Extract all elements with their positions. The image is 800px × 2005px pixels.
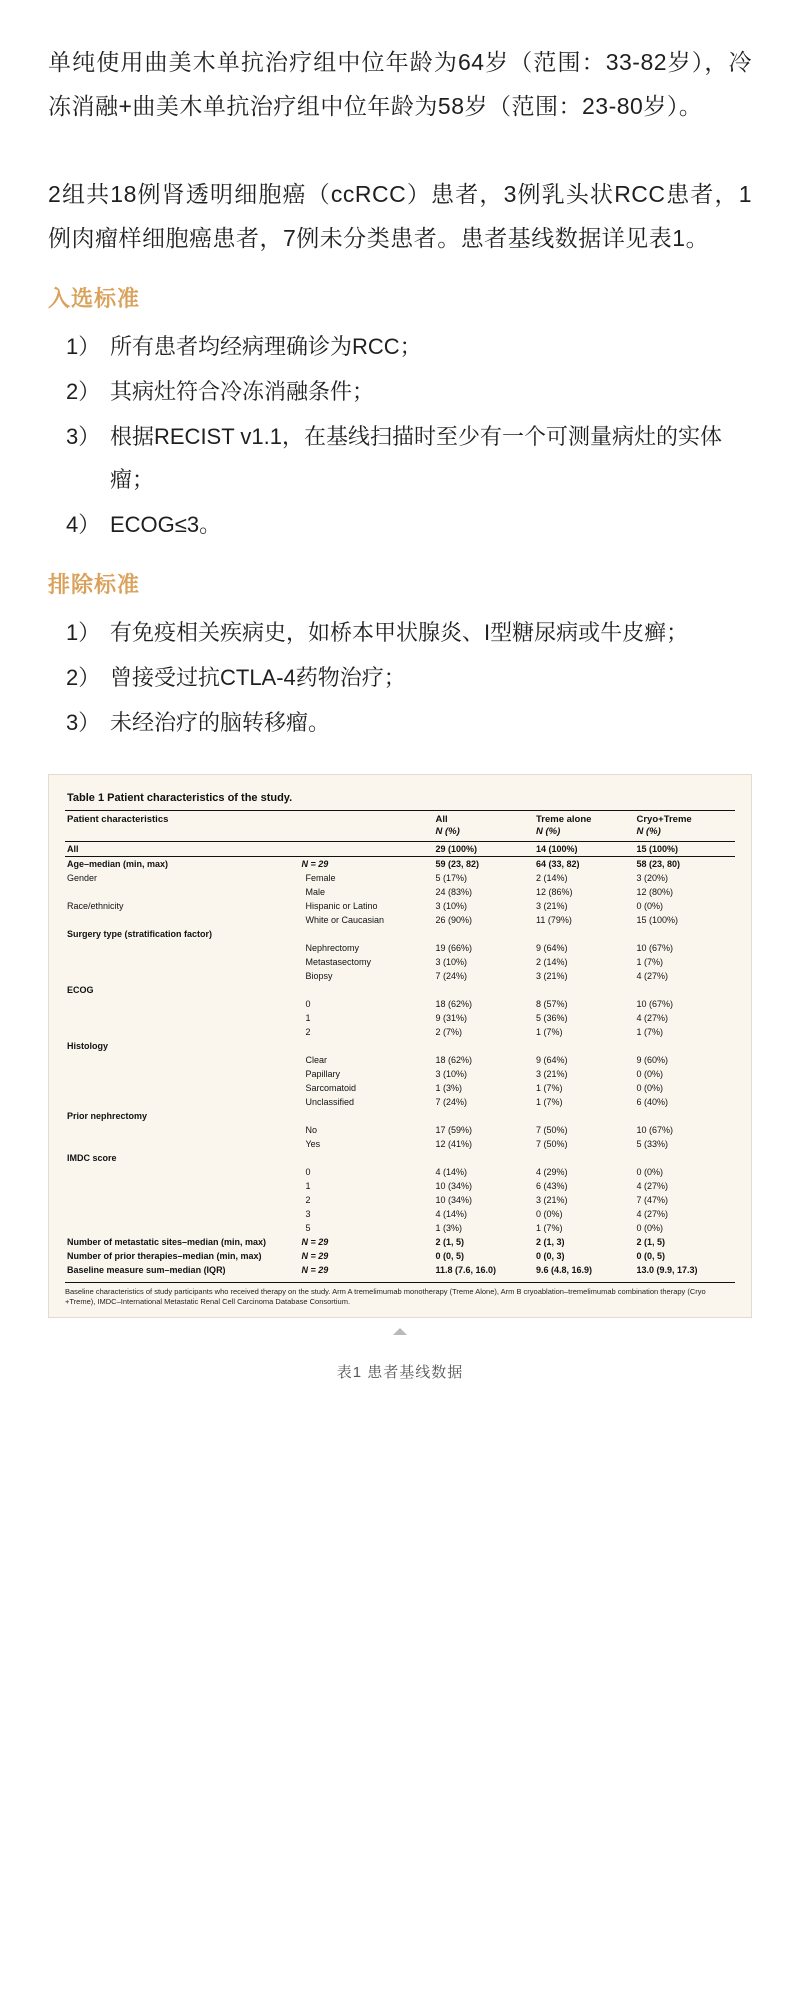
cell-cryo: 4 (27%) <box>636 1209 669 1219</box>
cell-all: 59 (23, 82) <box>435 859 480 869</box>
cell-all: 3 (10%) <box>435 957 468 967</box>
cell-treme: 1 (7%) <box>536 1083 563 1093</box>
cell-sub: 0 <box>305 1167 311 1177</box>
cell-label: Gender <box>67 873 98 883</box>
cell-treme: 9 (64%) <box>536 943 568 953</box>
cell-label <box>65 941 300 955</box>
cell-cryo: 0 (0%) <box>636 1167 664 1177</box>
table-row <box>65 927 735 941</box>
cell-cryo: 58 (23, 80) <box>636 859 681 869</box>
cell-treme <box>534 1039 635 1053</box>
cell-all: 19 (66%) <box>435 943 473 953</box>
cell-label <box>65 1221 300 1235</box>
cell-label: All <box>65 842 300 857</box>
cell-label <box>65 1025 300 1039</box>
cell-all: 29 (100%) <box>434 842 535 857</box>
column-header-cryo-line1: Cryo+Treme <box>636 814 692 825</box>
table-row <box>65 1151 735 1165</box>
cell-all: 1 (3%) <box>435 1083 463 1093</box>
table-row <box>65 857 735 872</box>
cell-cryo: 5 (33%) <box>636 1139 669 1149</box>
table-footnote: Baseline characteristics of study participants who received therapy on the study. Arm A tremelimumab monotherapy (Treme Alone), Arm B cryoablation–tremelimumab combination therapy (Cryo +Treme), IMDC–International Metastatic Renal Cell Carcinoma Database Consortium. <box>65 1282 735 1307</box>
list-item-number: 1） <box>66 620 101 645</box>
cell-label <box>65 1053 300 1067</box>
cell-all <box>434 1151 535 1165</box>
cell-treme: 3 (21%) <box>536 1195 568 1205</box>
cell-all: 4 (14%) <box>435 1209 468 1219</box>
table-row <box>65 1053 735 1067</box>
table-row <box>65 1109 735 1123</box>
cell-treme: 7 (50%) <box>536 1139 568 1149</box>
cell-sub <box>300 1151 434 1165</box>
cell-treme: 3 (21%) <box>536 971 568 981</box>
table-row <box>65 913 735 927</box>
cell-sub: Yes <box>305 1139 321 1149</box>
cell-treme: 2 (14%) <box>536 873 568 883</box>
table-row <box>65 941 735 955</box>
cell-cryo: 15 (100%) <box>636 915 679 925</box>
table-card <box>48 774 752 1318</box>
cell-all: 26 (90%) <box>435 915 473 925</box>
table-row-all <box>65 842 735 857</box>
table-row <box>65 1235 735 1249</box>
caret-icon <box>393 1328 407 1335</box>
cell-label <box>65 885 300 899</box>
column-header-all-line2: N (%) <box>435 826 460 837</box>
column-header-treme-line2: N (%) <box>536 826 561 837</box>
table-row <box>65 871 735 885</box>
cell-sub <box>300 842 434 857</box>
cell-sub: 2 <box>305 1195 311 1205</box>
cell-all: 5 (17%) <box>435 873 468 883</box>
cell-cryo: 10 (67%) <box>636 1125 674 1135</box>
cell-label: Prior nephrectomy <box>67 1111 148 1121</box>
figure-caption: 表1 患者基线数据 <box>336 1364 464 1381</box>
cell-label: Number of metastatic sites–median (min, max) <box>67 1237 267 1247</box>
cell-sub: N = 29 <box>301 1251 329 1261</box>
list-item-text: 其病灶符合冷冻消融条件； <box>110 379 375 404</box>
cell-cryo: 12 (80%) <box>636 887 674 897</box>
cell-cryo: 6 (40%) <box>636 1097 669 1107</box>
cell-all: 2 (1, 5) <box>435 1237 465 1247</box>
column-header-all <box>434 811 535 842</box>
cell-label: Race/ethnicity <box>67 901 124 911</box>
table-row <box>65 1165 735 1179</box>
cell-label: IMDC score <box>67 1153 117 1163</box>
list-item-text: 有免疫相关疾病史，如桥本甲状腺炎、I型糖尿病或牛皮癣； <box>110 620 689 645</box>
cell-sub: 3 <box>305 1209 311 1219</box>
cell-cryo: 0 (0%) <box>636 1069 664 1079</box>
list-item <box>48 370 752 413</box>
cell-all: 0 (0, 5) <box>435 1251 465 1261</box>
cell-all: 18 (62%) <box>435 1055 473 1065</box>
cell-treme: 6 (43%) <box>536 1181 568 1191</box>
column-header-treme <box>534 811 635 842</box>
cell-treme: 0 (0, 3) <box>536 1251 565 1261</box>
cell-sub <box>300 927 434 941</box>
cell-cryo: 15 (100%) <box>635 842 736 857</box>
table-row <box>65 1137 735 1151</box>
table-row <box>65 1095 735 1109</box>
cell-sub: Papillary <box>305 1069 341 1079</box>
cell-sub: N = 29 <box>301 1265 329 1275</box>
cell-label <box>65 1137 300 1151</box>
column-header-cryo-line2: N (%) <box>636 826 661 837</box>
table-row <box>65 1193 735 1207</box>
cell-treme: 1 (7%) <box>536 1097 563 1107</box>
paragraph-2: 2组共18例肾透明细胞癌（ccRCC）患者，3例乳头状RCC患者，1例肉瘤样细胞癌患者，7例未分类患者。患者基线数据详见表1。 <box>48 181 752 251</box>
cell-all: 10 (34%) <box>435 1181 473 1191</box>
cell-label <box>65 1081 300 1095</box>
cell-cryo <box>635 1039 736 1053</box>
table-row <box>65 899 735 913</box>
cell-cryo: 0 (0%) <box>636 901 664 911</box>
cell-all: 24 (83%) <box>435 887 473 897</box>
cell-label <box>65 1165 300 1179</box>
table-row <box>65 1081 735 1095</box>
cell-sub: 2 <box>305 1027 311 1037</box>
column-header-all-line1: All <box>435 814 448 825</box>
list-item-number: 3） <box>66 424 101 449</box>
list-item <box>48 325 752 368</box>
cell-label: Baseline measure sum–median (IQR) <box>67 1265 226 1275</box>
cell-all: 17 (59%) <box>435 1125 473 1135</box>
section-title-exclusion: 排除标准 <box>48 572 141 597</box>
cell-sub: 1 <box>305 1013 311 1023</box>
list-item-text: ECOG≤3。 <box>110 512 222 537</box>
cell-cryo: 4 (27%) <box>636 1181 669 1191</box>
cell-label <box>65 1207 300 1221</box>
cell-label <box>65 1193 300 1207</box>
column-header-characteristics: Patient characteristics <box>65 811 300 842</box>
cell-sub <box>300 983 434 997</box>
cell-all: 7 (24%) <box>435 1097 468 1107</box>
cell-label <box>65 1067 300 1081</box>
cell-sub: N = 29 <box>301 859 329 869</box>
cell-cryo <box>635 1151 736 1165</box>
cell-cryo: 3 (20%) <box>636 873 669 883</box>
cell-treme: 1 (7%) <box>536 1223 563 1233</box>
inclusion-criteria-list <box>48 325 752 546</box>
table-row <box>65 1067 735 1081</box>
table-body <box>65 842 735 1278</box>
cell-cryo: 10 (67%) <box>636 999 674 1009</box>
list-item <box>48 701 752 744</box>
table-row <box>65 885 735 899</box>
cell-sub: Unclassified <box>305 1097 355 1107</box>
cell-all: 11.8 (7.6, 16.0) <box>435 1265 497 1275</box>
column-header-cryo <box>635 811 736 842</box>
table-row <box>65 983 735 997</box>
table-row <box>65 969 735 983</box>
cell-sub <box>300 1039 434 1053</box>
cell-cryo: 7 (47%) <box>636 1195 669 1205</box>
cell-all: 4 (14%) <box>435 1167 468 1177</box>
list-item-number: 4） <box>66 512 101 537</box>
table-row <box>65 1123 735 1137</box>
cell-treme: 2 (1, 3) <box>536 1237 565 1247</box>
cell-cryo <box>635 983 736 997</box>
cell-sub: Metastasectomy <box>305 957 372 967</box>
cell-all: 10 (34%) <box>435 1195 473 1205</box>
cell-label <box>65 1095 300 1109</box>
table-row <box>65 1207 735 1221</box>
column-header-blank <box>300 811 434 842</box>
cell-all <box>434 927 535 941</box>
paragraph-1: 单纯使用曲美木单抗治疗组中位年龄为64岁（范围：33-82岁），冷冻消融+曲美木单抗治疗组中位年龄为58岁（范围：23-80岁）。 <box>48 49 752 119</box>
cell-treme: 1 (7%) <box>536 1027 563 1037</box>
cell-sub: Sarcomatoid <box>305 1083 357 1093</box>
cell-treme: 9.6 (4.8, 16.9) <box>536 1265 593 1275</box>
cell-cryo: 13.0 (9.9, 17.3) <box>636 1265 698 1275</box>
cell-treme: 12 (86%) <box>536 887 573 897</box>
cell-treme: 3 (21%) <box>536 1069 568 1079</box>
cell-label <box>65 969 300 983</box>
cell-sub <box>300 1109 434 1123</box>
cell-label <box>65 913 300 927</box>
cell-treme: 8 (57%) <box>536 999 568 1009</box>
table-row <box>65 1249 735 1263</box>
section-title-inclusion: 入选标准 <box>48 286 141 311</box>
cell-all <box>434 1039 535 1053</box>
table-header-row <box>65 811 735 842</box>
cell-all: 2 (7%) <box>435 1027 463 1037</box>
cell-all <box>434 983 535 997</box>
cell-treme <box>534 1109 635 1123</box>
cell-cryo: 0 (0, 5) <box>636 1251 666 1261</box>
cell-cryo: 4 (27%) <box>636 971 669 981</box>
cell-treme: 64 (33, 82) <box>536 859 580 869</box>
table-row <box>65 955 735 969</box>
cell-cryo: 2 (1, 5) <box>636 1237 666 1247</box>
table-row <box>65 997 735 1011</box>
list-item-text: 根据RECIST v1.1，在基线扫描时至少有一个可测量病灶的实体瘤； <box>110 424 722 492</box>
cell-treme <box>534 983 635 997</box>
table-row <box>65 1011 735 1025</box>
cell-all: 1 (3%) <box>435 1223 463 1233</box>
cell-cryo: 9 (60%) <box>636 1055 669 1065</box>
cell-all: 3 (10%) <box>435 901 468 911</box>
table-caption: Table 1 Patient characteristics of the study. <box>65 789 735 811</box>
cell-treme: 2 (14%) <box>536 957 568 967</box>
exclusion-criteria-list <box>48 611 752 744</box>
cell-cryo: 10 (67%) <box>636 943 674 953</box>
list-item-text: 所有患者均经病理确诊为RCC； <box>110 334 422 359</box>
cell-treme: 7 (50%) <box>536 1125 568 1135</box>
cell-label <box>65 1123 300 1137</box>
list-item-text: 未经治疗的脑转移瘤。 <box>110 710 331 735</box>
cell-sub: White or Caucasian <box>305 915 385 925</box>
cell-treme <box>534 927 635 941</box>
cell-label: Surgery type (stratification factor) <box>67 929 213 939</box>
cell-sub: No <box>305 1125 318 1135</box>
list-item-number: 3） <box>66 710 101 735</box>
column-header-treme-line1: Treme alone <box>536 814 592 825</box>
cell-treme <box>534 1151 635 1165</box>
list-item-number: 2） <box>66 379 101 404</box>
cell-treme: 14 (100%) <box>534 842 635 857</box>
table-row <box>65 1039 735 1053</box>
cell-cryo: 0 (0%) <box>636 1083 664 1093</box>
cell-cryo <box>635 1109 736 1123</box>
cell-all <box>434 1109 535 1123</box>
cell-cryo: 1 (7%) <box>636 957 664 967</box>
cell-sub: 1 <box>305 1181 311 1191</box>
cell-sub: Male <box>305 887 326 897</box>
paragraph-spacer <box>48 138 752 172</box>
cell-label <box>65 1011 300 1025</box>
cell-treme: 0 (0%) <box>536 1209 563 1219</box>
cell-cryo: 4 (27%) <box>636 1013 669 1023</box>
figure-table1 <box>48 774 752 1392</box>
cell-treme: 9 (64%) <box>536 1055 568 1065</box>
cell-treme: 3 (21%) <box>536 901 568 911</box>
cell-label: ECOG <box>67 985 94 995</box>
cell-all: 3 (10%) <box>435 1069 468 1079</box>
cell-sub: N = 29 <box>301 1237 329 1247</box>
list-item <box>48 611 752 654</box>
list-item-text: 曾接受过抗CTLA-4药物治疗； <box>110 665 406 690</box>
cell-treme: 5 (36%) <box>536 1013 568 1023</box>
cell-label <box>65 1179 300 1193</box>
table-row <box>65 1221 735 1235</box>
cell-sub: Hispanic or Latino <box>305 901 378 911</box>
patient-characteristics-table <box>65 811 735 1277</box>
cell-label <box>65 955 300 969</box>
table-row <box>65 1179 735 1193</box>
cell-treme: 11 (79%) <box>536 915 572 925</box>
cell-all: 7 (24%) <box>435 971 468 981</box>
cell-sub: Female <box>305 873 336 883</box>
cell-sub: 0 <box>305 999 311 1009</box>
cell-all: 9 (31%) <box>435 1013 468 1023</box>
cell-label: Number of prior therapies–median (min, max) <box>67 1251 262 1261</box>
cell-treme: 4 (29%) <box>536 1167 568 1177</box>
cell-sub: Clear <box>305 1055 328 1065</box>
cell-label <box>65 997 300 1011</box>
cell-all: 12 (41%) <box>435 1139 473 1149</box>
cell-sub: Nephrectomy <box>305 943 360 953</box>
cell-all: 18 (62%) <box>435 999 473 1009</box>
cell-cryo <box>635 927 736 941</box>
cell-label: Age–median (min, max) <box>67 859 169 869</box>
cell-sub: Biopsy <box>305 971 333 981</box>
table-row <box>65 1263 735 1277</box>
list-item-number: 1） <box>66 334 101 359</box>
list-item-number: 2） <box>66 665 101 690</box>
list-item <box>48 503 752 546</box>
list-item <box>48 656 752 699</box>
cell-cryo: 1 (7%) <box>636 1027 664 1037</box>
table-row <box>65 1025 735 1039</box>
cell-cryo: 0 (0%) <box>636 1223 664 1233</box>
cell-label: Histology <box>67 1041 109 1051</box>
list-item <box>48 415 752 501</box>
cell-sub: 5 <box>305 1223 311 1233</box>
